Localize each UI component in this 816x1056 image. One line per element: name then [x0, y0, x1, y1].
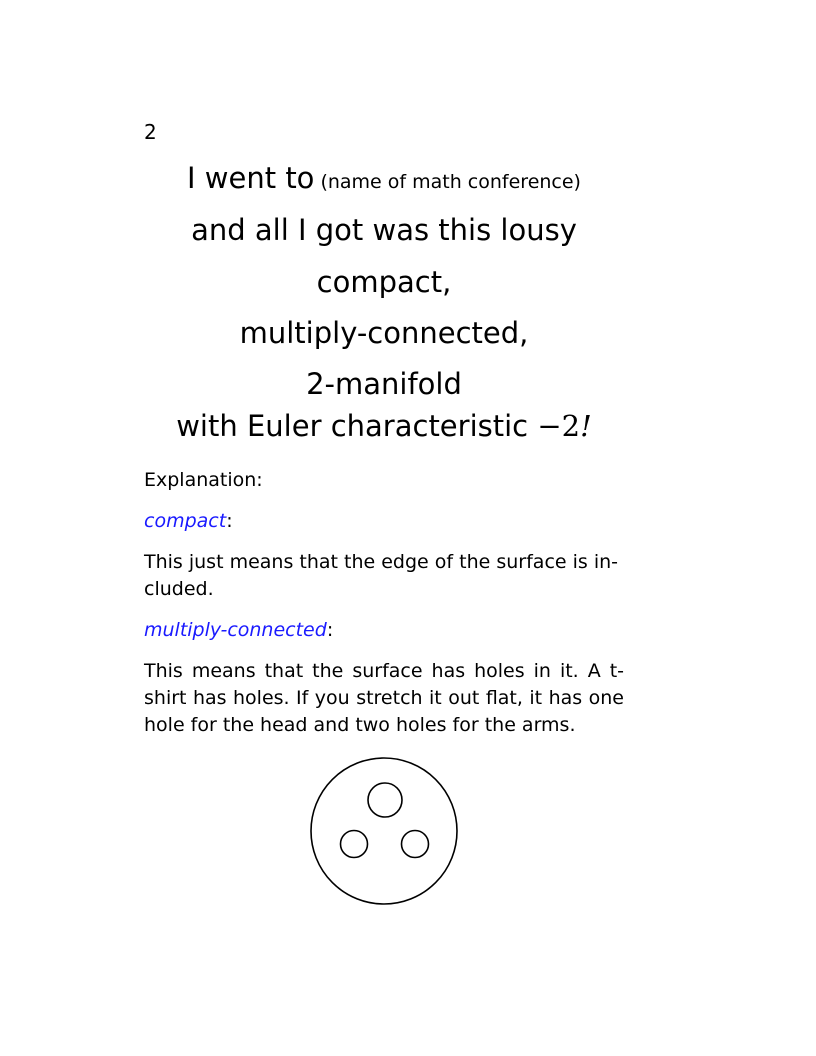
title-line-3: compact, [316, 265, 452, 299]
definition-compact-text: This just means that the edge of the surface is in- cluded. [144, 551, 619, 600]
euler-value: −2! [537, 409, 592, 443]
left-arm-hole [341, 831, 368, 858]
title-line-1 [144, 160, 624, 200]
title-line-4: multiply-connected, [239, 316, 529, 350]
explanation-heading: Explanation: [144, 469, 263, 491]
right-arm-hole [402, 831, 429, 858]
conference-placeholder: (name of math conference) [320, 171, 581, 193]
outer-disk [311, 758, 457, 904]
title-line-6 [144, 408, 624, 444]
term-multiply-connected-word: multiply-connected [144, 619, 327, 641]
head-hole [368, 783, 402, 817]
title-line-5: 2-manifold [306, 367, 462, 401]
term-compact [144, 508, 233, 535]
page-number: 2 [144, 120, 157, 144]
title-line-2: and all I got was this lousy [191, 213, 577, 247]
term-colon: : [226, 510, 233, 532]
euler-text: with Euler characteristic [176, 409, 529, 443]
title-main-text: I went to [187, 161, 315, 195]
definition-compact [144, 549, 624, 603]
definition-multiply-connected: This means that the surface has holes in it. A t-shirt has holes. If you stretch it out flat, it has one hole for the head and two holes for the arms. [144, 660, 624, 736]
disk-with-three-holes-icon [304, 752, 464, 912]
term-multiply-connected [144, 617, 333, 644]
term-colon: : [326, 619, 334, 641]
term-compact-word: compact [144, 510, 227, 532]
